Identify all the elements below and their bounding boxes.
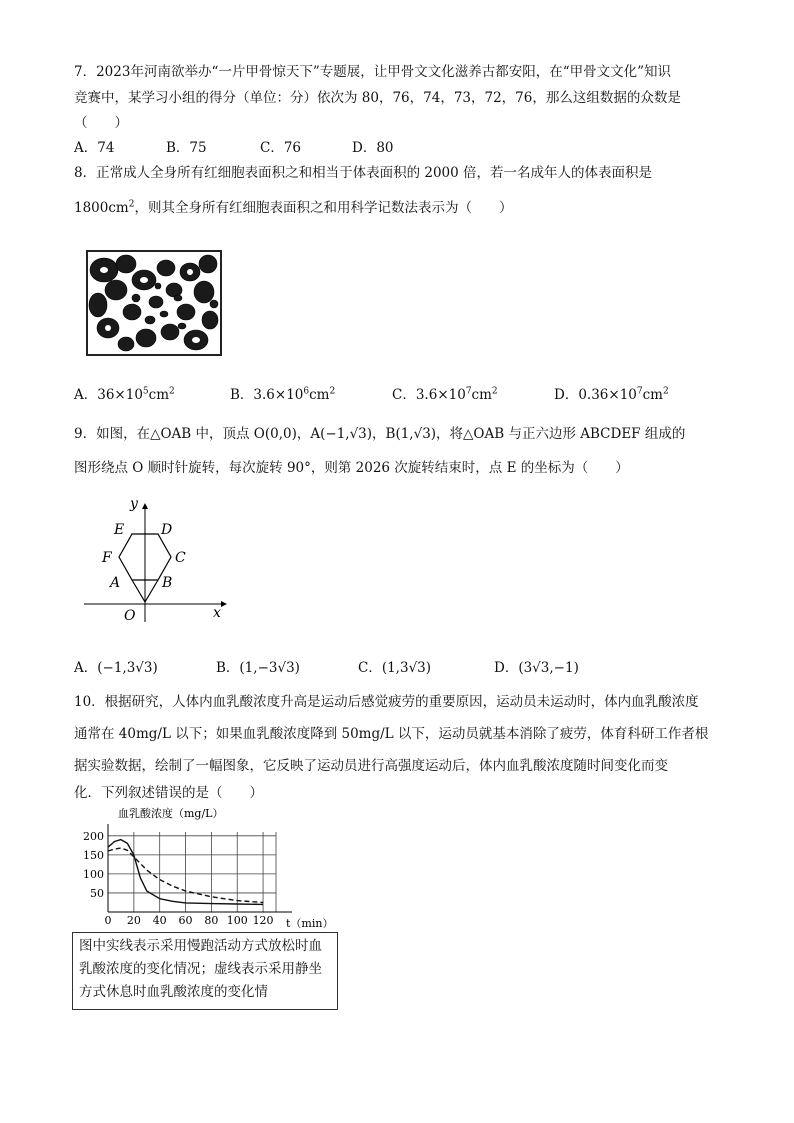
lactate-chart [74,806,334,931]
label-x: x [213,605,221,621]
q8-option-a[interactable] [74,384,175,406]
q8-option-a-base: 36×10 [97,387,143,403]
q7-line2: 竞赛中，某学习小组的得分（单位：分）依次为 80，76，74，73，72，76，那么这组数据的众数是 [74,90,681,106]
q9-option-c[interactable]: C．(1,3√3) [358,660,432,676]
x-tick-label: 60 [178,914,193,927]
q8-option-b-exp: 6 [303,386,310,397]
y-tick-label: 50 [90,886,104,900]
x-tick-label: 20 [126,914,141,927]
q8-option-c-base: 3.6×10 [415,387,466,403]
chart-xlabel: t（min） [286,917,334,930]
q10-line4: 化．下列叙述错误的是（ ） [74,785,263,801]
q8-option-b[interactable] [230,384,335,406]
label-c: C [175,550,186,566]
q8-option-d-base: 0.36×10 [578,387,637,403]
q8-area-value: 1800cm [74,200,129,216]
red-blood-cells-photo [86,250,222,356]
q9-line1: 9．如图，在△OAB 中，顶点 O(0,0)，A(−1,√3)，B(1,√3)，将△OAB 与正六边形 ABCDEF 组成的 [74,426,686,442]
y-tick-label: 150 [83,848,104,862]
q7-option-c[interactable]: C．76 [260,140,302,156]
q8-option-d-letter: D． [554,387,579,403]
q8-option-d[interactable] [554,384,669,406]
q9-option-a[interactable]: A．(−1,3√3) [74,660,158,676]
y-tick-label: 100 [83,867,104,881]
q8-option-a-unit: cm [148,387,170,403]
q8-option-c-unit: cm [471,387,492,403]
q8-line2 [74,198,512,218]
q7-option-b[interactable]: B．75 [166,140,207,156]
q9-option-d[interactable]: D．(3√3,−1) [494,660,579,676]
label-a: A [110,575,121,591]
x-tick-label: 100 [226,914,248,927]
q8-option-a-letter: A． [74,387,98,403]
q8-option-d-unit: cm [642,387,663,403]
q8-line2-rest: ，则其全身所有红细胞表面积之和用科学记数法表示为（ ） [134,200,513,216]
q9-line2: 图形绕点 O 顺时针旋转，每次旋转 90°，则第 2026 次旋转结束时，点 E 的坐标为（ ） [74,460,629,476]
q7-line1: 7．2023年河南欲举办“一片甲骨惊天下”专题展，让甲骨文文化滋养古都安阳，在“甲骨文文化”知识 [74,64,672,80]
label-f: F [102,550,112,566]
chart-note: 图中实线表示采用慢跑活动方式放松时血乳酸浓度的变化情况；虚线表示采用静坐方式休息时血乳酸浓度的变化情 [72,932,338,1010]
q7-options [74,137,724,159]
q8-option-b-base: 3.6×10 [253,387,304,403]
q8-option-d-exp: 7 [636,386,643,397]
q7-option-d[interactable]: D．80 [352,140,394,156]
q8-option-a-exp: 5 [142,386,149,397]
q8-option-c-letter: C． [392,387,416,403]
x-tick-label: 0 [104,914,112,927]
q8-option-d-unit-exp: 2 [663,386,669,397]
y-tick-label: 200 [83,829,104,843]
q8-options [74,384,724,406]
q8-option-a-unit-exp: 2 [169,386,175,397]
q7-option-a[interactable]: A．74 [74,140,115,156]
label-e: E [114,522,125,538]
x-tick-label: 120 [252,914,274,927]
q8-option-b-letter: B． [230,387,254,403]
q10-line1: 10．根据研究，人体内血乳酸浓度升高是运动后感觉疲劳的重要原因，运动员未运动时，体内血乳酸浓度 [74,694,699,710]
x-tick-label: 40 [152,914,167,927]
q9-options [74,657,724,679]
q8-area-exp: 2 [128,199,135,210]
q10-line2: 通常在 40mg/L 以下；如果血乳酸浓度降到 50mg/L 以下，运动员就基本消除了疲劳，体育科研工作者根 [74,726,709,742]
q8-option-c-exp: 7 [465,386,472,397]
q8-option-c[interactable] [392,384,498,406]
chart-grid [108,832,276,912]
q7-line3: （ ） [74,115,128,131]
label-b: B [162,575,173,591]
q8-option-b-unit-exp: 2 [329,386,336,397]
chart-axes [108,824,292,912]
x-tick-label: 80 [204,914,219,927]
label-y: y [130,496,138,512]
hexagon-rotation-figure [80,492,235,624]
q9-option-b[interactable]: B．(1,−3√3) [216,660,300,676]
chart-title: 血乳酸浓度（mg/L） [118,807,224,820]
label-d: D [161,522,173,538]
q8-option-b-unit: cm [309,387,330,403]
q8-line1: 8．正常成人全身所有红细胞表面积之和相当于体表面积的 2000 倍，若一名成年人的体表面积是 [74,165,653,181]
label-o: O [124,608,136,624]
q8-option-c-unit-exp: 2 [491,386,498,397]
q10-line3: 据实验数据，绘制了一幅图象，它反映了运动员进行高强度运动后，体内血乳酸浓度随时间变化而变 [74,758,668,774]
